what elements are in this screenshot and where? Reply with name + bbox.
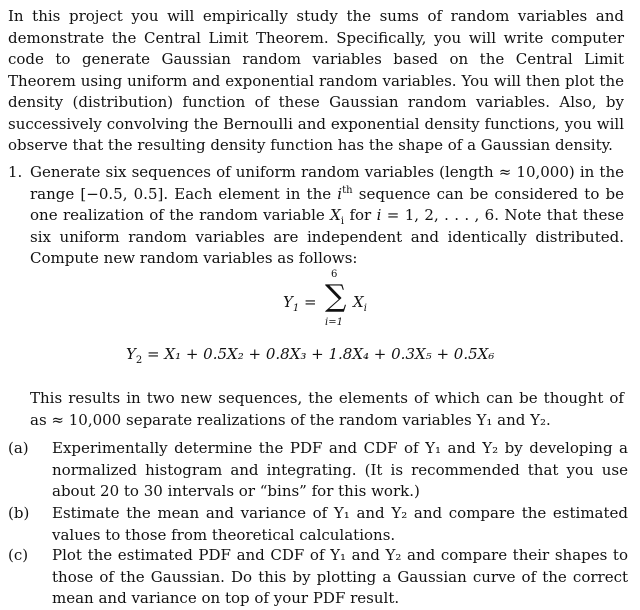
equation-y1-lhs-symbol: Y bbox=[283, 293, 293, 311]
item-1-text bbox=[30, 162, 624, 270]
subitem-c-text: Plot the estimated PDF and CDF of Y₁ and Y₂ and compare their shapes to those of the Gaussian. Do this by plotting a Gaussian curve of the correct mean and variance on top of your PDF result. bbox=[52, 546, 628, 607]
equation-y1-term-subscript: i bbox=[363, 303, 367, 314]
item-1-text-d: = 1, 2, . . . , 6. Note that these six uniform random variables are independent and identically distributed. Compute new random variables as follows: bbox=[30, 206, 624, 267]
equation-y1-lhs-subscript: 1 bbox=[292, 303, 300, 314]
subitem-c-label: (c) bbox=[8, 546, 29, 564]
equation-y1-term-symbol: X bbox=[353, 293, 364, 311]
item-1-i-equals: i bbox=[376, 206, 382, 224]
item-1-text-a: Generate six sequences of uniform random variables (length ≈ 10,000) in the range [−0.5, 0.5]. Each element in the bbox=[30, 163, 624, 203]
subitem-b-label: (b) bbox=[8, 504, 30, 522]
item-1-text-b: sequence can be considered to be one realization of the random variable bbox=[30, 184, 624, 224]
equation-y2-rhs: = X₁ + 0.5X₂ + 0.8X₃ + 1.8X₄ + 0.3X₅ + 0.5X₆ bbox=[142, 345, 495, 363]
equation-y1-term bbox=[353, 292, 367, 314]
equation-y1-lhs bbox=[283, 292, 317, 314]
item-1-number: 1. bbox=[8, 163, 23, 181]
subitem-a-label: (a) bbox=[8, 439, 29, 457]
result-paragraph: This results in two new sequences, the elements of which can be thought of as ≈ 10,000 separate realizations of the random variables Y₁ and Y₂. bbox=[30, 389, 624, 429]
sum-upper-limit: 6 bbox=[331, 269, 338, 280]
item-1-i-symbol: i bbox=[337, 184, 343, 203]
equation-y1 bbox=[283, 270, 403, 334]
subitem-a-text: Experimentally determine the PDF and CDF of Y₁ and Y₂ by developing a normalized histogram and integrating. (It is recommended that you use about 20 to 30 intervals or “bins” for this work.) bbox=[52, 439, 628, 500]
item-1-x-symbol: X bbox=[330, 206, 341, 224]
equation-y2 bbox=[126, 344, 494, 366]
equation-y2-lhs-symbol: Y bbox=[126, 345, 136, 363]
sum-lower-limit: i=1 bbox=[325, 317, 343, 328]
item-1-th-superscript: th bbox=[342, 184, 353, 196]
intro-paragraph: In this project you will empirically study the sums of random variables and demonstrate the Central Limit Theorem. Specifically, you will write computer code to generate Gaussian random variables based on the Central Limit Theorem using uniform and exponential random variables. You will then plot the density (distribution) function of these Gaussian random variables. Also, by successively convolving the Bernoulli and exponential density functions, you will observe that the resulting density function has the shape of a Gaussian density. bbox=[8, 7, 624, 154]
item-1-text-c: for bbox=[344, 206, 377, 224]
sigma-symbol: ∑ bbox=[325, 279, 347, 314]
subitem-b-text: Estimate the mean and variance of Y₁ and Y₂ and compare the estimated values to those from theoretical calculations. bbox=[52, 504, 628, 544]
item-1-x-subscript: i bbox=[340, 216, 345, 227]
equation-y2-lhs-subscript: 2 bbox=[135, 355, 143, 366]
equation-y1-equals: = bbox=[299, 293, 317, 311]
